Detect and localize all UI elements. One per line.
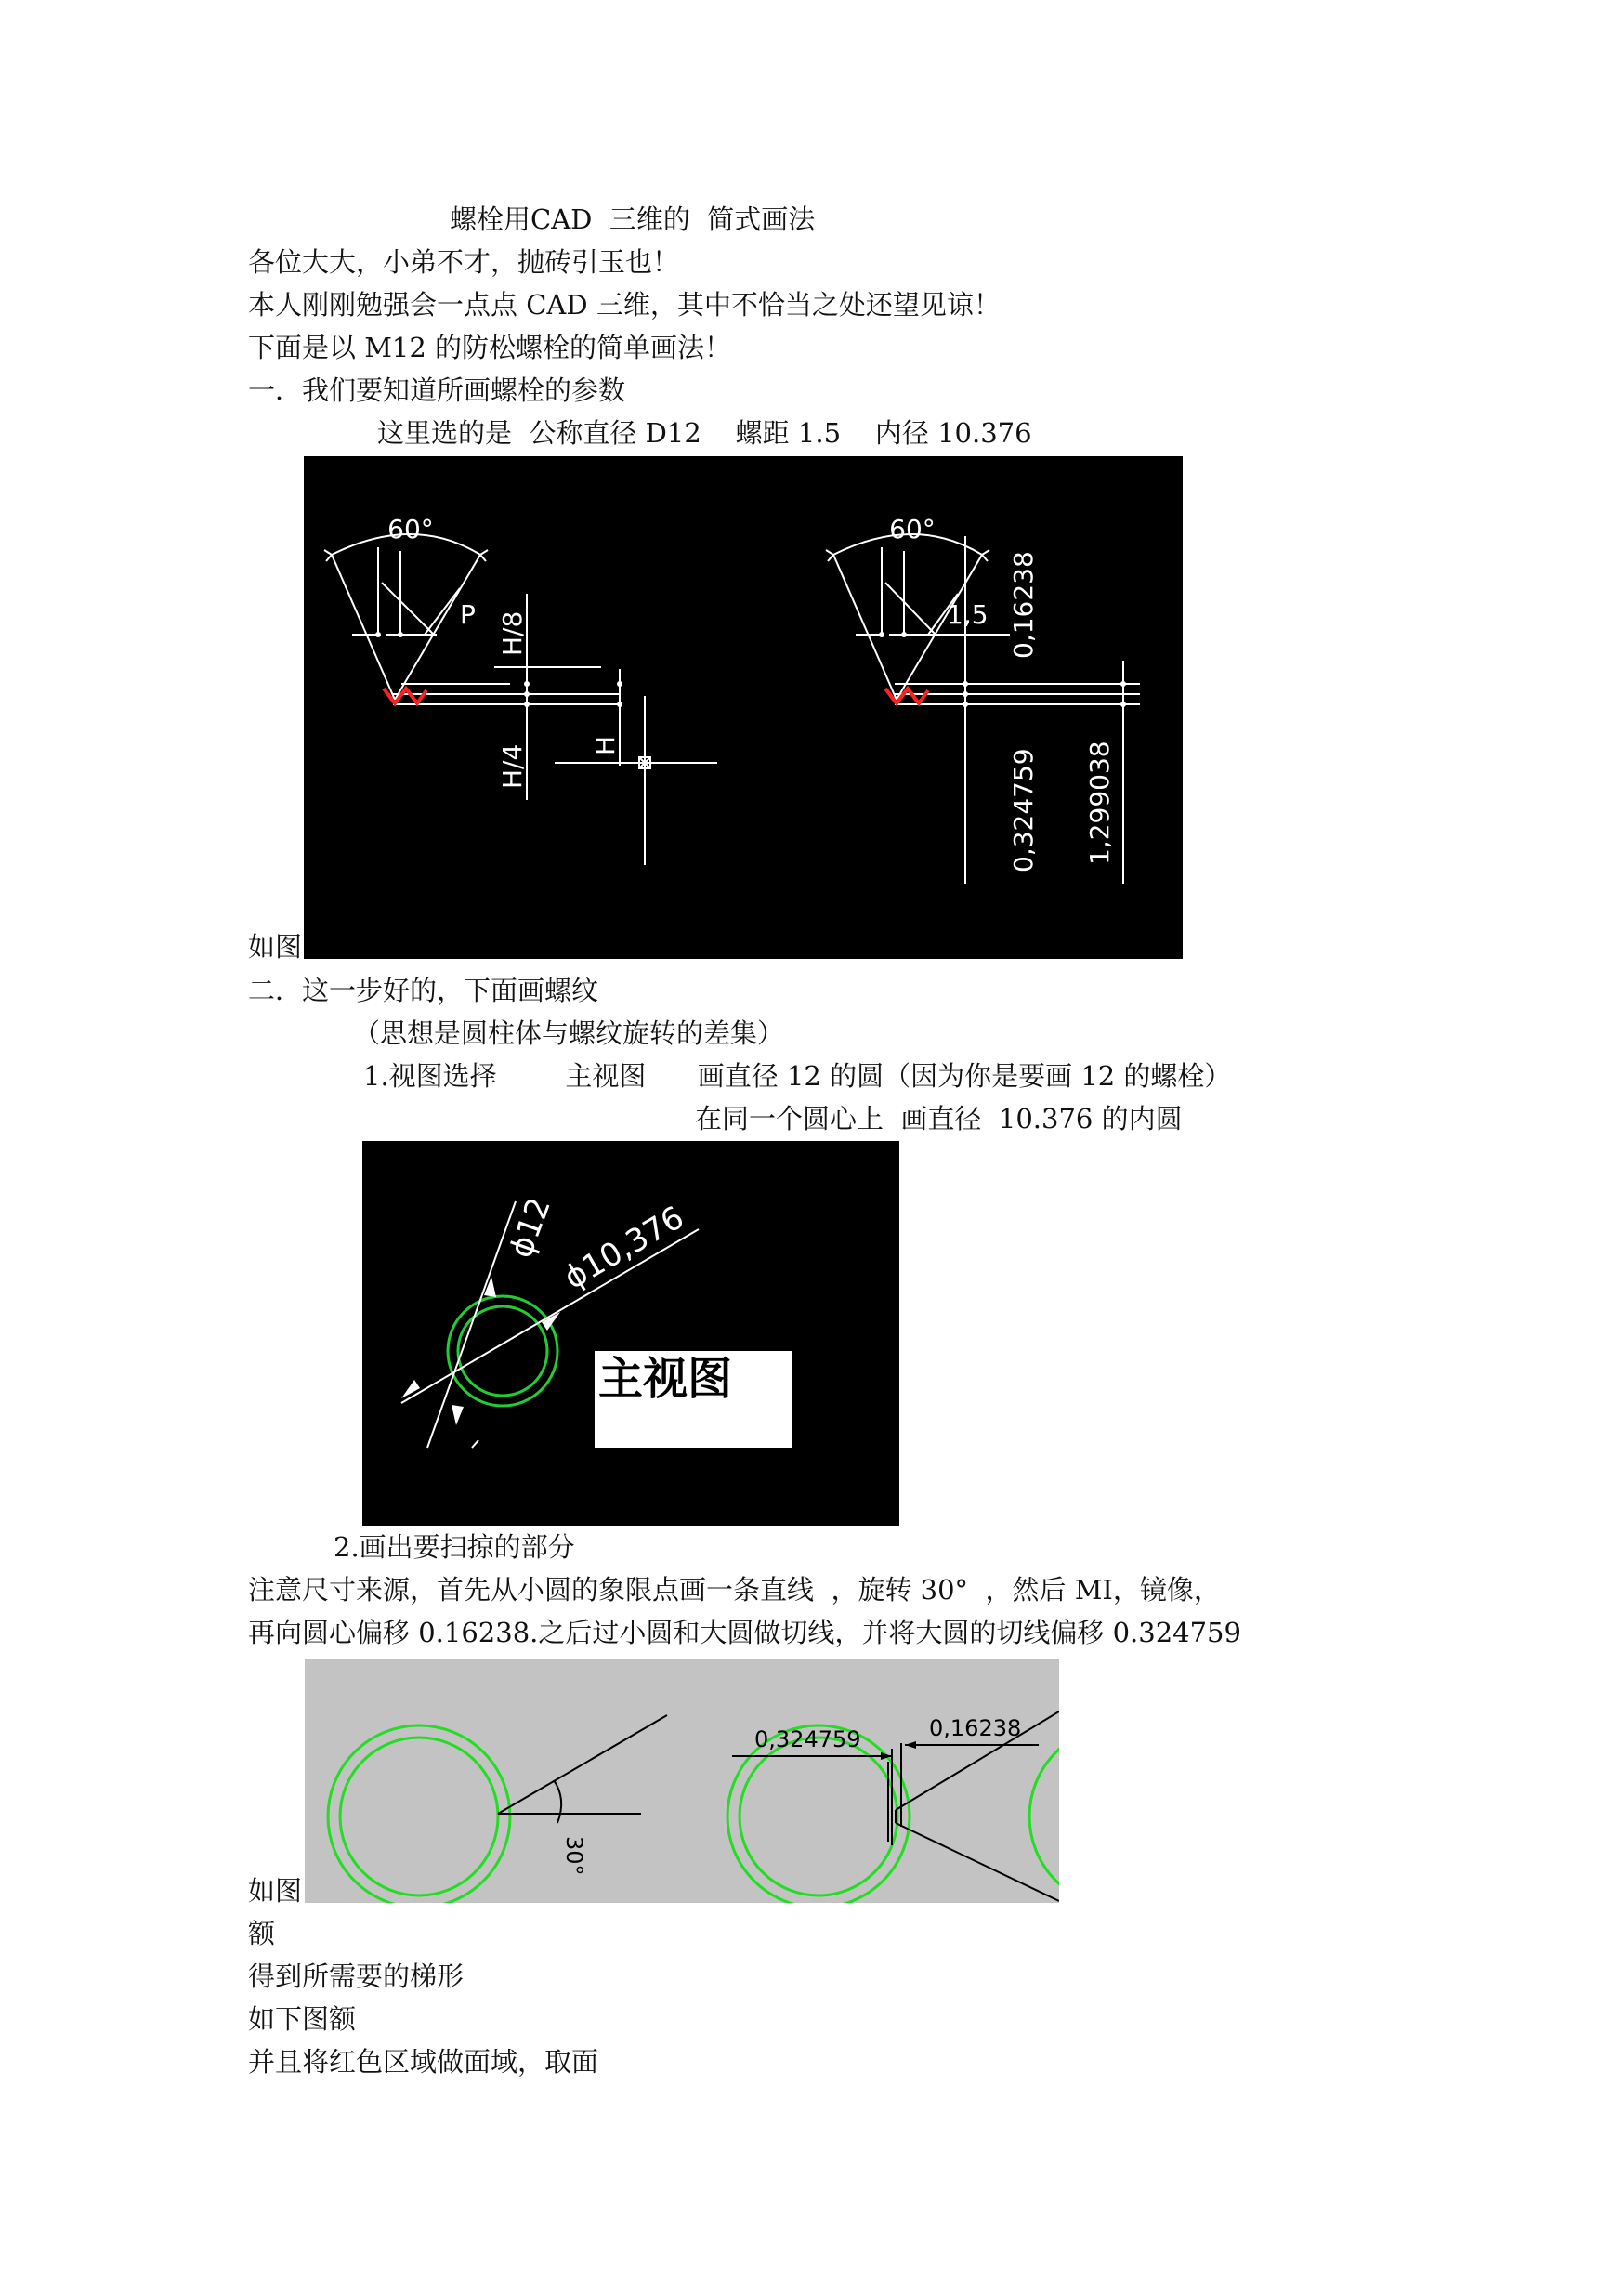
inner-diameter-label: ϕ10,376 xyxy=(557,1199,690,1297)
thread-profile-figure xyxy=(304,456,1183,959)
value-0-324759: 0,324759 xyxy=(1008,748,1039,872)
main-view-label-box xyxy=(595,1351,792,1448)
intro-line-2: 本人刚刚勉强会一点点 CAD 三维，其中不恰当之处还望见谅！ xyxy=(248,289,1001,321)
value-0-16238: 0,16238 xyxy=(1008,551,1039,659)
ending-line-4: 并且将红色区域做面域，取面 xyxy=(248,2046,599,2078)
value-1-299038: 1,299038 xyxy=(1084,741,1115,865)
figure-3-caption: 如图 xyxy=(248,1875,303,1907)
step-1-line-2: 在同一个圆心上 画直径 10.376 的内圆 xyxy=(695,1103,1183,1134)
section-1-heading: 一．我们要知道所画螺栓的参数 xyxy=(248,374,626,406)
angle-30-label: 30° xyxy=(561,1836,587,1876)
main-view-label: 主视图 xyxy=(598,1353,733,1405)
outer-diameter-label: ϕ12 xyxy=(502,1192,558,1264)
intro-line-1: 各位大大，小弟不才，抛砖引玉也！ xyxy=(248,246,680,278)
front-view-circles-figure xyxy=(362,1141,899,1526)
figure-1-caption: 如图 xyxy=(248,931,303,963)
section-1-params: 这里选的是 公称直径 D12 螺距 1.5 内径 10.376 xyxy=(377,417,1032,449)
page-title: 螺栓用CAD 三维的 简式画法 xyxy=(450,203,816,235)
h8-label: H/8 xyxy=(497,610,528,656)
h4-label: H/4 xyxy=(497,743,528,789)
step-1-line-1: 1.视图选择 主视图 画直径 12 的圆（因为你是要画 12 的螺栓） xyxy=(363,1060,1232,1092)
pitch-p-label: P xyxy=(460,599,476,630)
offset-0-16238-label: 0,16238 xyxy=(929,1715,1022,1741)
ending-line-2: 得到所需要的梯形 xyxy=(248,1961,465,1992)
intro-line-3: 下面是以 M12 的防松螺栓的简单画法！ xyxy=(248,332,732,363)
step-2-desc-2: 再向圆心偏移 0.16238.之后过小圆和大圆做切线，并将大圆的切线偏移 0.324759 xyxy=(248,1617,1241,1648)
ending-line-1: 额 xyxy=(248,1918,276,1949)
sweep-section-figure xyxy=(305,1659,1059,1903)
right-angle-label: 60° xyxy=(889,514,936,544)
offset-0-324759-label: 0,324759 xyxy=(754,1726,861,1752)
step-2-heading: 2.画出要扫掠的部分 xyxy=(334,1531,575,1563)
section-2-idea: （思想是圆柱体与螺纹旋转的差集） xyxy=(353,1017,785,1049)
section-2-heading: 二．这一步好的，下面画螺纹 xyxy=(248,975,599,1006)
ending-line-3: 如下图额 xyxy=(248,2003,357,2035)
left-angle-label: 60° xyxy=(387,514,434,544)
step-2-desc-1: 注意尺寸来源，首先从小圆的象限点画一条直线 ，旋转 30° ，然后 MI，镜像， xyxy=(248,1574,1221,1606)
h-label: H xyxy=(590,735,621,755)
pitch-value-label: 1,5 xyxy=(947,599,989,630)
